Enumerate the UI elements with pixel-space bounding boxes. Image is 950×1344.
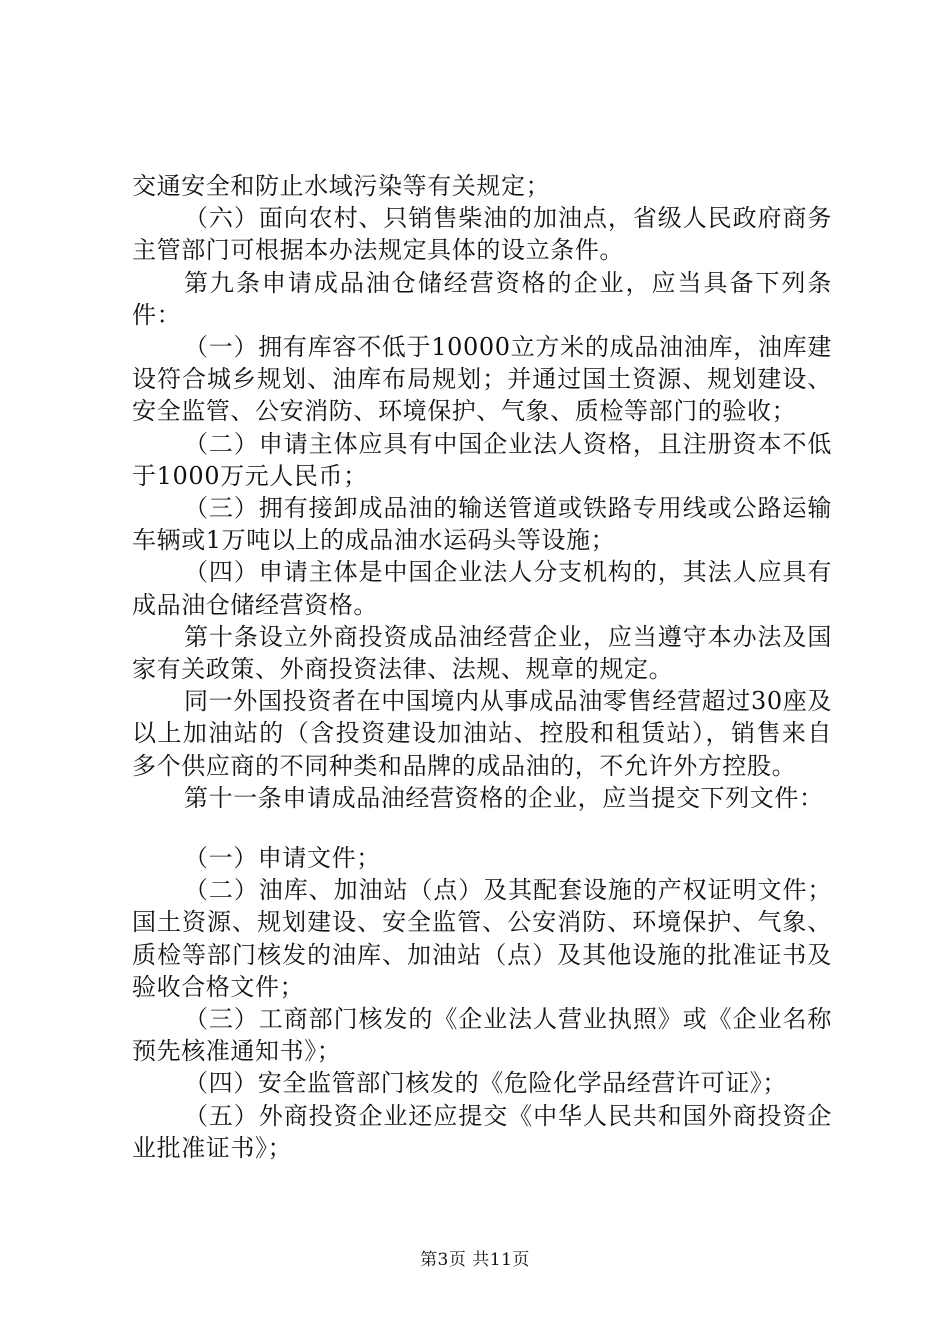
paragraph-article-9-item-3: （三）拥有接卸成品油的输送管道或铁路专用线或公路运输车辆或1万吨以上的成品油水运码头等设施； — [132, 494, 832, 555]
paragraph-traffic-safety: 交通安全和防止水域污染等有关规定； — [132, 172, 551, 200]
paragraph-gap — [132, 814, 832, 842]
page-number-footer: 第3页 共11页 — [420, 1250, 530, 1270]
paragraph-article-11-item-5: （五）外商投资企业还应提交《中华人民共和国外商投资企业批准证书》； — [132, 1101, 832, 1162]
paragraph-article-9-item-1: （一）拥有库容不低于10000立方米的成品油油库，油库建设符合城乡规划、油库布局规划；并通过国土资源、规划建设、安全监管、公安消防、环境保护、气象、质检等部门的验收； — [132, 333, 832, 426]
paragraph-rural-fuel-point: （六）面向农村、只销售柴油的加油点，省级人民政府商务主管部门可根据本办法规定具体的设立条件。 — [132, 204, 832, 265]
paragraph-article-11: 第十一条申请成品油经营资格的企业，应当提交下列文件： — [184, 783, 824, 812]
paragraph-article-10: 第十条设立外商投资成品油经营企业，应当遵守本办法及国家有关政策、外商投资法律、法规、规章的规定。 — [132, 622, 832, 684]
document-body — [132, 170, 832, 1164]
paragraph-article-11-item-4: （四）安全监管部门核发的《危险化学品经营许可证》； — [184, 1069, 787, 1098]
paragraph-article-11-item-3: （三）工商部门核发的《企业法人营业执照》或《企业名称预先核准通知书》； — [132, 1005, 832, 1066]
paragraph-article-11-item-1: （一）申请文件； — [184, 844, 381, 873]
paragraph-foreign-investor: 同一外国投资者在中国境内从事成品油零售经营超过30座及以上加油站的（含投资建设加油站、控股和租赁站），销售来自多个供应商的不同种类和品牌的成品油的，不允许外方控股。 — [132, 687, 832, 780]
paragraph-article-11-item-2: （二）油库、加油站（点）及其配套设施的产权证明文件；国土资源、规划建设、安全监管、公安消防、环境保护、气象、质检等部门核发的油库、加油站（点）及其他设施的批准证书及验收合格文件； — [132, 876, 832, 1001]
paragraph-article-9-item-4: （四）申请主体是中国企业法人分支机构的，其法人应具有成品油仓储经营资格。 — [132, 558, 832, 619]
paragraph-article-9: 第九条申请成品油仓储经营资格的企业，应当具备下列条件： — [132, 268, 832, 329]
paragraph-article-9-item-2: （二）申请主体应具有中国企业法人资格，且注册资本不低于1000万元人民币； — [132, 429, 832, 490]
